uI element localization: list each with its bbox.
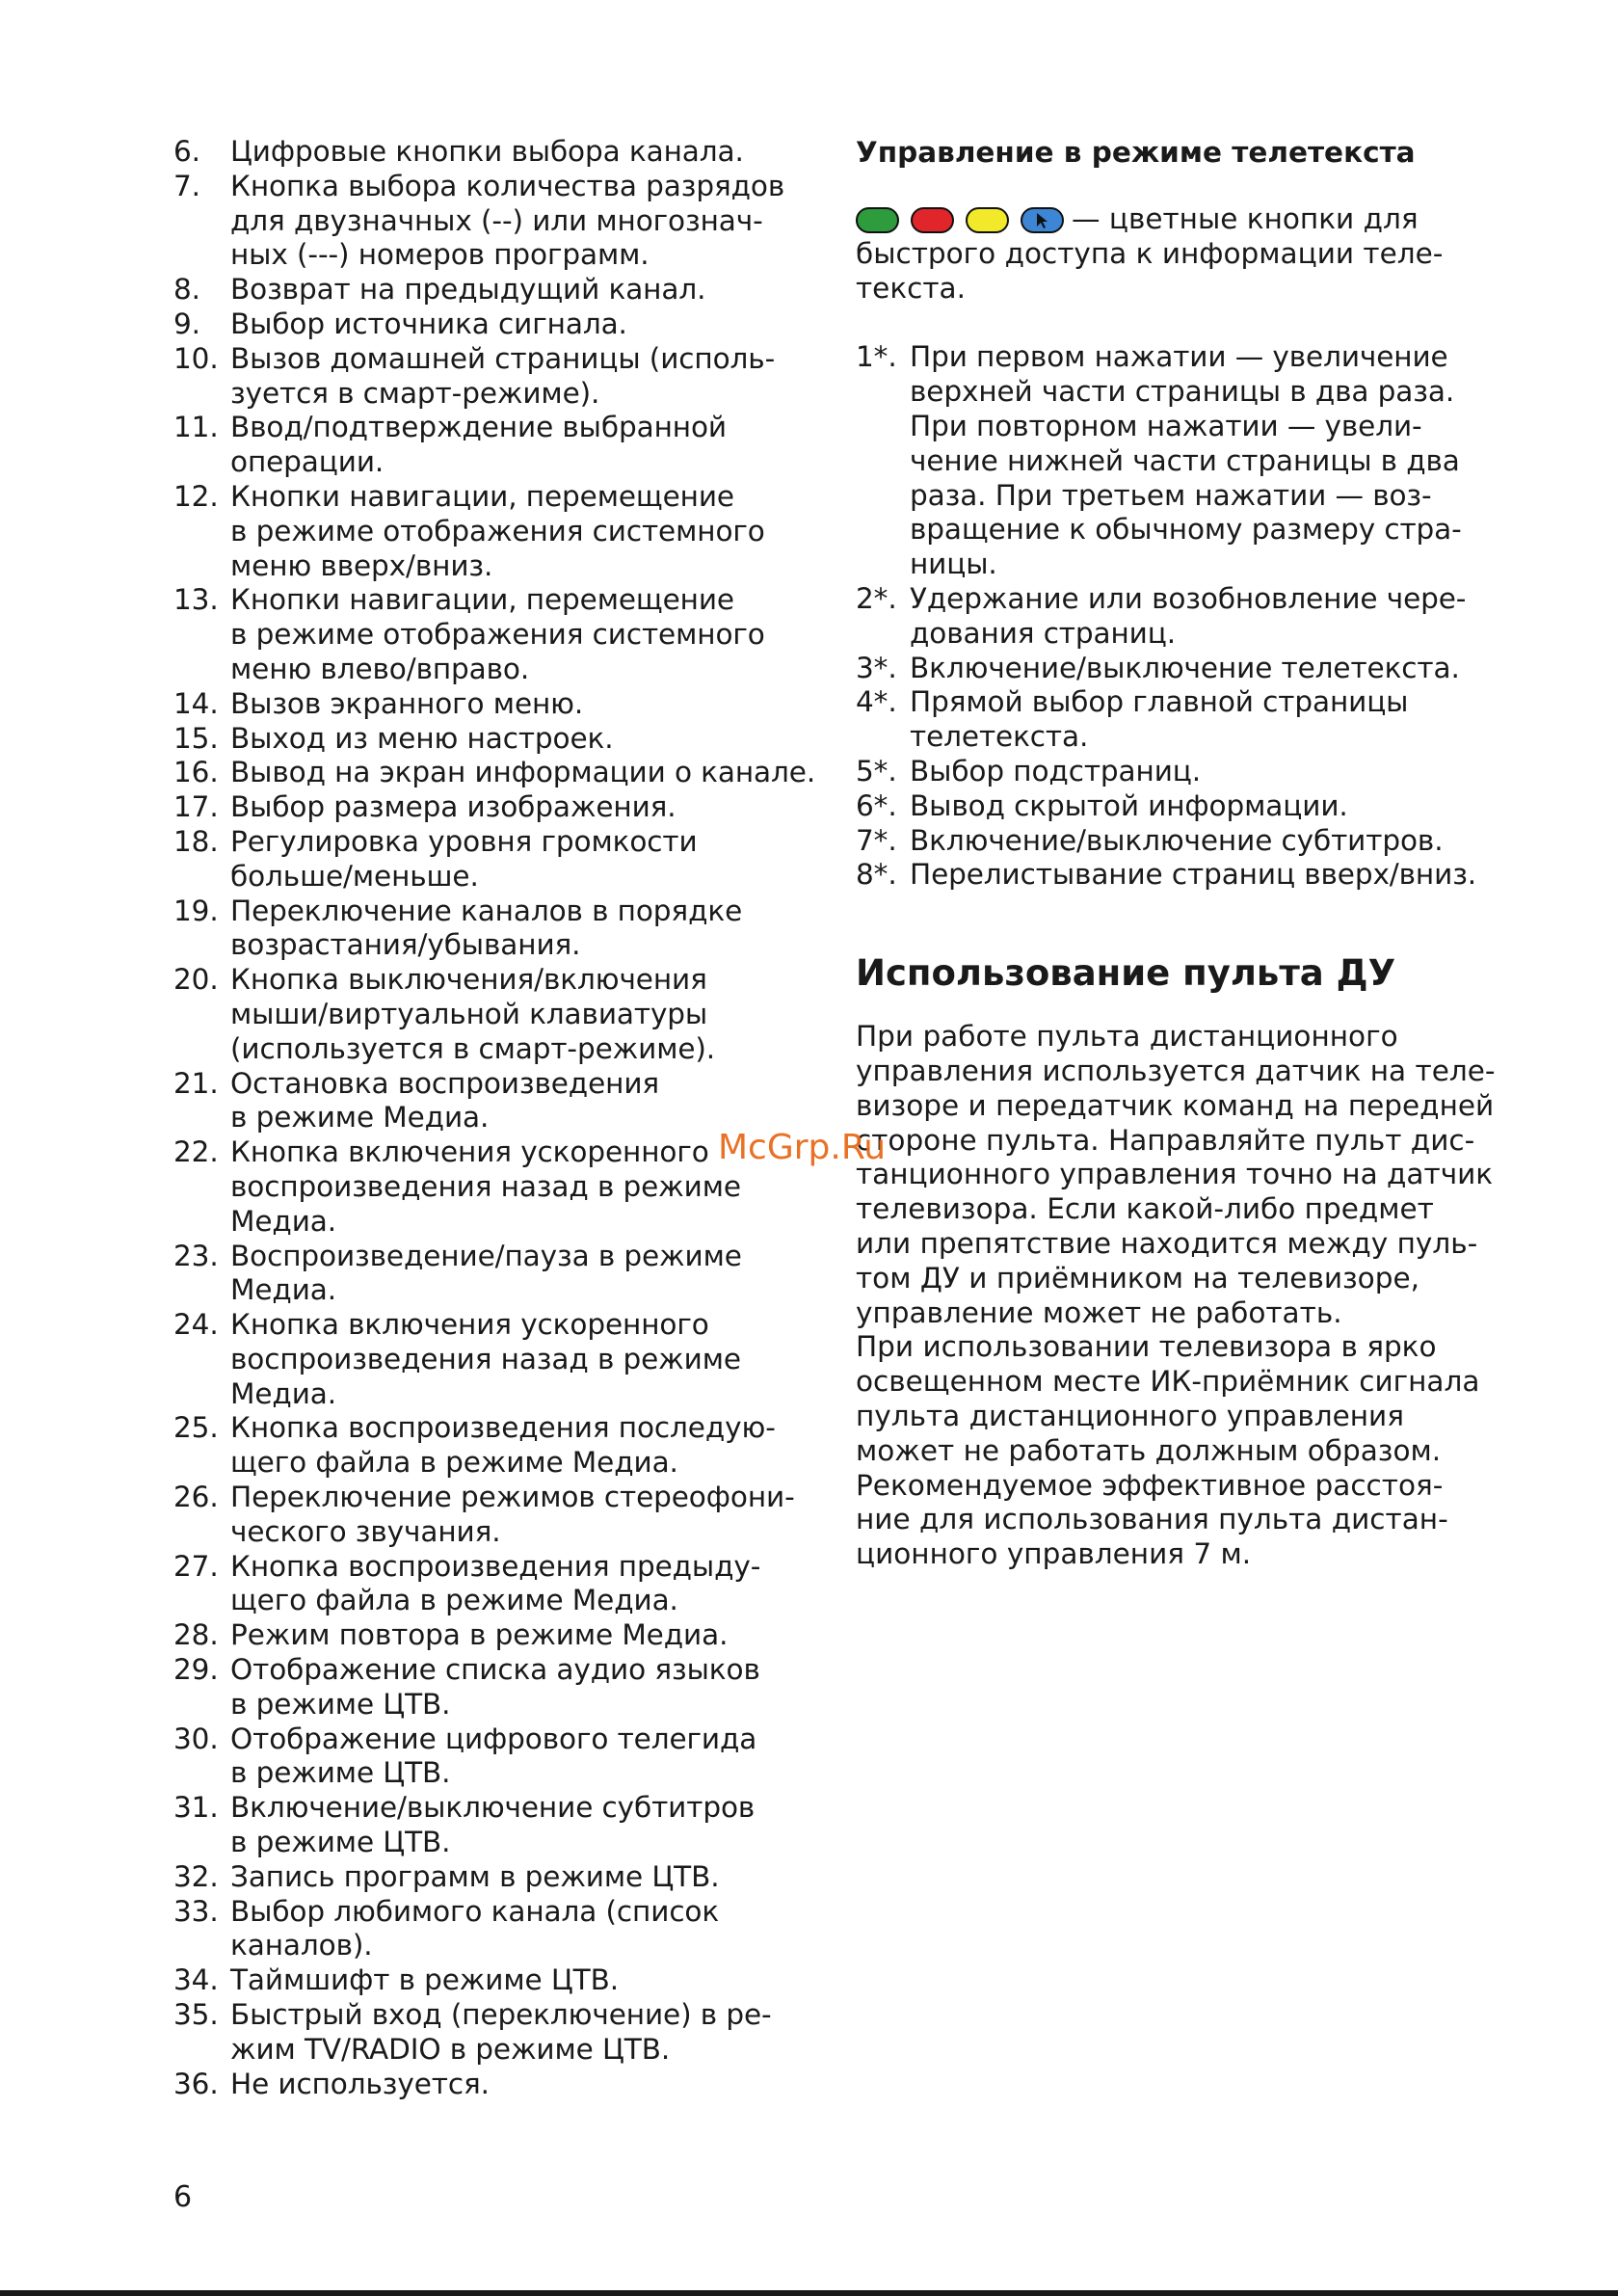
- red-button-icon: [911, 207, 954, 233]
- list-item: [173, 583, 829, 686]
- list-item-number: 2*.: [856, 581, 897, 615]
- teletext-list: [856, 340, 1511, 893]
- list-item-number: 31.: [173, 1791, 219, 1825]
- color-text-line: быстрого доступа к информации теле-: [856, 236, 1444, 270]
- list-item-text: [910, 755, 1511, 789]
- text-line: Прямой выбор главной страницы: [910, 685, 1409, 719]
- list-item-text: [910, 824, 1511, 859]
- text-line: мыши/виртуальной клавиатуры: [230, 997, 708, 1030]
- right-column: [856, 135, 1511, 1572]
- list-item-number: 27.: [173, 1549, 219, 1583]
- list-item-number: 26.: [173, 1481, 219, 1514]
- list-item: [173, 1067, 829, 1136]
- text-line: в режиме Медиа.: [230, 1101, 490, 1135]
- list-item-number: 4*.: [856, 685, 897, 719]
- text-line: танционного управления точно на датчик: [856, 1158, 1494, 1191]
- list-item: [173, 342, 829, 412]
- text-line: При работе пульта дистанционного: [856, 1020, 1398, 1054]
- list-item-number: 16.: [173, 756, 219, 789]
- text-line: раза. При третьем нажатии — воз-: [910, 478, 1432, 512]
- list-item: [173, 135, 829, 170]
- text-line: Остановка воспроизведения: [230, 1066, 660, 1100]
- list-item-text: [230, 583, 829, 686]
- list-item-number: 19.: [173, 894, 219, 927]
- list-item-number: 15.: [173, 721, 219, 755]
- text-line: Кнопки навигации, перемещение: [230, 583, 734, 617]
- list-item-number: 32.: [173, 1859, 219, 1893]
- text-line: Вызов домашней страницы (исполь-: [230, 341, 776, 375]
- list-item-number: 3*.: [856, 651, 897, 684]
- text-line: Возврат на предыдущий канал.: [230, 273, 706, 307]
- list-item-number: 8*.: [856, 858, 897, 892]
- text-line: операции.: [230, 445, 385, 479]
- list-item-text: [230, 1791, 829, 1860]
- list-item-number: 36.: [173, 2067, 219, 2100]
- list-item-number: 18.: [173, 824, 219, 858]
- text-line: телевизора. Если какой-либо предмет: [856, 1192, 1434, 1226]
- list-item-number: 33.: [173, 1894, 219, 1928]
- color-buttons: [856, 207, 1064, 233]
- text-line: Кнопка воспроизведения последую-: [230, 1411, 776, 1445]
- text-line: Быстрый вход (переключение) в ре-: [230, 1998, 772, 2032]
- list-item-number: 13.: [173, 583, 219, 617]
- text-line: возрастания/убывания.: [230, 928, 581, 962]
- list-item-number: 20.: [173, 963, 219, 997]
- text-line: больше/меньше.: [230, 859, 479, 893]
- text-line: стороне пульта. Направляйте пульт дис-: [856, 1123, 1475, 1157]
- text-line: в режиме отображения системного: [230, 618, 765, 652]
- list-item-number: 9.: [173, 307, 200, 340]
- list-item: [856, 685, 1511, 755]
- text-line: Не используется.: [230, 2067, 490, 2100]
- text-line: том ДУ и приёмником на телевизоре,: [856, 1261, 1419, 1295]
- list-item-text: [230, 1722, 829, 1792]
- list-item: [856, 824, 1511, 859]
- text-line: в режиме отображения системного: [230, 514, 765, 547]
- list-item-text: [230, 135, 829, 170]
- list-item-number: 8.: [173, 273, 200, 307]
- text-line: для двузначных (--) или многознач-: [230, 203, 763, 237]
- list-item: [173, 825, 829, 894]
- list-item-number: 29.: [173, 1653, 219, 1687]
- text-line: Медиа.: [230, 1273, 337, 1307]
- list-item-text: [230, 1550, 829, 1619]
- text-line: При первом нажатии — увеличение: [910, 340, 1448, 374]
- list-item-number: 10.: [173, 341, 219, 375]
- list-item: [173, 756, 829, 790]
- list-item-text: [230, 1963, 829, 1998]
- remote-heading: Использование пульта ДУ: [856, 952, 1396, 995]
- yellow-button-icon: [966, 207, 1009, 233]
- text-line: Режим повтора в режиме Медиа.: [230, 1618, 729, 1652]
- green-button-icon: [856, 207, 899, 233]
- text-line: Ввод/подтверждение выбранной: [230, 411, 727, 444]
- text-line: Рекомендуемое эффективное расстоя-: [856, 1468, 1444, 1502]
- list-item: [173, 1791, 829, 1860]
- text-line: в режиме ЦТВ.: [230, 1756, 451, 1790]
- text-line: вращение к обычному размеру стра-: [910, 513, 1462, 547]
- list-item-number: 12.: [173, 479, 219, 513]
- list-item-text: [230, 1067, 829, 1136]
- list-item: [856, 755, 1511, 789]
- list-item-text: [910, 789, 1511, 824]
- list-item-text: [230, 1411, 829, 1481]
- teletext-heading: Управление в режиме телетекста: [856, 136, 1416, 169]
- color-buttons-paragraph: [856, 202, 1511, 306]
- list-item-number: 21.: [173, 1066, 219, 1100]
- list-item-number: 28.: [173, 1618, 219, 1652]
- list-item-text: [230, 1895, 829, 1964]
- color-text-line: текста.: [856, 271, 967, 305]
- list-item: [173, 170, 829, 273]
- list-item: [173, 1722, 829, 1792]
- cursor-icon: [1036, 212, 1049, 229]
- text-line: Запись программ в режиме ЦТВ.: [230, 1859, 720, 1893]
- list-item-text: [910, 685, 1511, 755]
- list-item: [173, 1411, 829, 1481]
- text-line: Отображение списка аудио языков: [230, 1653, 760, 1687]
- list-item: [173, 1653, 829, 1722]
- list-item-text: [230, 825, 829, 894]
- list-item-number: 22.: [173, 1135, 219, 1169]
- text-line: Цифровые кнопки выбора канала.: [230, 135, 744, 168]
- color-text-line: — цветные кнопки для: [1072, 202, 1419, 235]
- text-line: телетекста.: [910, 720, 1089, 754]
- text-line: Кнопка выключения/включения: [230, 963, 707, 997]
- list-item-text: [230, 342, 829, 412]
- list-item: [173, 894, 829, 964]
- text-line: ционного управления 7 м.: [856, 1537, 1252, 1571]
- text-line: жим TV/RADIO в режиме ЦТВ.: [230, 2032, 671, 2066]
- left-list: [173, 135, 829, 2101]
- text-line: При использовании телевизора в ярко: [856, 1330, 1437, 1364]
- list-item: [856, 340, 1511, 582]
- text-line: ние для использования пульта дистан-: [856, 1503, 1448, 1536]
- list-item-text: [230, 2068, 829, 2102]
- text-line: Перелистывание страниц вверх/вниз.: [910, 858, 1477, 892]
- text-line: Включение/выключение субтитров.: [910, 823, 1444, 857]
- list-item: [173, 1240, 829, 1309]
- bottom-rule: [0, 2290, 1618, 2296]
- text-line: Кнопка включения ускоренного: [230, 1135, 709, 1169]
- list-item: [173, 307, 829, 342]
- list-item: [856, 652, 1511, 686]
- list-item-text: [230, 722, 829, 757]
- page-number: 6: [173, 2180, 193, 2214]
- list-item: [173, 687, 829, 722]
- text-line: Выбор любимого канала (список: [230, 1894, 720, 1928]
- text-line: каналов).: [230, 1929, 373, 1962]
- text-line: Включение/выключение субтитров: [230, 1791, 756, 1825]
- text-line: Регулировка уровня громкости: [230, 824, 698, 858]
- text-line: Переключение каналов в порядке: [230, 894, 743, 927]
- text-line: управление может не работать.: [856, 1295, 1342, 1329]
- text-line: Вызов экранного меню.: [230, 686, 584, 720]
- text-line: Воспроизведение/пауза в режиме: [230, 1239, 742, 1272]
- text-line: в режиме ЦТВ.: [230, 1687, 451, 1721]
- list-item-text: [910, 582, 1511, 652]
- text-line: в режиме ЦТВ.: [230, 1826, 451, 1859]
- text-line: верхней части страницы в два раза.: [910, 375, 1455, 409]
- list-item-text: [230, 756, 829, 790]
- text-line: Включение/выключение телетекста.: [910, 651, 1460, 684]
- text-line: освещенном месте ИК-приёмник сигнала: [856, 1365, 1480, 1399]
- list-item-text: [910, 340, 1511, 582]
- list-item-number: 6.: [173, 135, 200, 168]
- list-item-number: 23.: [173, 1239, 219, 1272]
- text-line: меню влево/вправо.: [230, 652, 530, 685]
- list-item: [173, 1618, 829, 1653]
- text-line: управления используется датчик на теле-: [856, 1054, 1496, 1087]
- text-line: Выход из меню настроек.: [230, 721, 614, 755]
- list-item-text: [230, 170, 829, 273]
- text-line: Кнопка воспроизведения предыду-: [230, 1549, 761, 1583]
- list-item-text: [230, 1308, 829, 1411]
- text-line: (используется в смарт-режиме).: [230, 1031, 716, 1065]
- remote-paragraph: [856, 1020, 1511, 1572]
- text-line: Кнопка включения ускоренного: [230, 1308, 709, 1342]
- text-line: Отображение цифрового телегида: [230, 1722, 757, 1755]
- list-item-text: [230, 790, 829, 825]
- list-item-number: 1*.: [856, 340, 897, 374]
- list-item: [173, 963, 829, 1066]
- list-item: [173, 2068, 829, 2102]
- text-line: визоре и передатчик команд на передней: [856, 1088, 1495, 1122]
- text-line: воспроизведения назад в режиме: [230, 1342, 741, 1375]
- list-item: [173, 1963, 829, 1998]
- list-item: [173, 1550, 829, 1619]
- list-item-number: 14.: [173, 686, 219, 720]
- list-item-text: [910, 858, 1511, 893]
- list-item: [173, 480, 829, 583]
- text-line: Вывод на экран информации о канале.: [230, 756, 816, 789]
- watermark: McGrp.Ru: [718, 1128, 887, 1167]
- text-line: меню вверх/вниз.: [230, 548, 493, 582]
- list-item: [173, 1998, 829, 2068]
- list-item-text: [230, 1998, 829, 2068]
- list-item-text: [230, 1481, 829, 1550]
- list-item-text: [230, 1618, 829, 1653]
- text-line: Медиа.: [230, 1204, 337, 1238]
- list-item-text: [230, 1240, 829, 1309]
- list-item-number: 25.: [173, 1411, 219, 1445]
- text-line: Кнопки навигации, перемещение: [230, 479, 734, 513]
- text-line: дования страниц.: [910, 616, 1177, 650]
- list-item-number: 17.: [173, 790, 219, 824]
- list-item-text: [230, 894, 829, 964]
- list-item: [173, 1860, 829, 1895]
- text-line: Кнопка выбора количества разрядов: [230, 169, 785, 202]
- list-item: [856, 858, 1511, 893]
- text-line: щего файла в режиме Медиа.: [230, 1584, 678, 1617]
- list-item-number: 5*.: [856, 754, 897, 788]
- list-item-number: 11.: [173, 411, 219, 444]
- list-item-number: 35.: [173, 1998, 219, 2032]
- list-item: [173, 790, 829, 825]
- text-line: ницы.: [910, 547, 997, 581]
- list-item-text: [230, 963, 829, 1066]
- text-line: Переключение режимов стереофони-: [230, 1481, 795, 1514]
- text-line: Выбор подстраниц.: [910, 754, 1202, 788]
- text-line: или препятствие находится между пуль-: [856, 1226, 1478, 1260]
- text-line: ческого звучания.: [230, 1514, 501, 1548]
- text-line: Вывод скрытой информации.: [910, 788, 1348, 822]
- list-item: [173, 273, 829, 307]
- blue-button-icon: [1021, 207, 1064, 233]
- list-item-text: [230, 273, 829, 307]
- list-item: [173, 722, 829, 757]
- list-item: [173, 1481, 829, 1550]
- list-item: [173, 1895, 829, 1964]
- list-item: [856, 789, 1511, 824]
- text-line: воспроизведения назад в режиме: [230, 1169, 741, 1203]
- text-line: Медиа.: [230, 1376, 337, 1410]
- list-item: [856, 582, 1511, 652]
- list-item-number: 7*.: [856, 823, 897, 857]
- text-line: Удержание или возобновление чере-: [910, 581, 1467, 615]
- text-line: Таймшифт в режиме ЦТВ.: [230, 1963, 619, 1997]
- text-line: Выбор размера изображения.: [230, 790, 676, 824]
- list-item-number: 7.: [173, 169, 200, 202]
- list-item-text: [230, 687, 829, 722]
- text-line: щего файла в режиме Медиа.: [230, 1446, 678, 1480]
- text-line: ных (---) номеров программ.: [230, 238, 650, 272]
- text-line: зуется в смарт-режиме).: [230, 376, 600, 410]
- list-item: [173, 1308, 829, 1411]
- list-item-text: [910, 652, 1511, 686]
- text-line: чение нижней части страницы в два: [910, 443, 1460, 477]
- list-item-text: [230, 480, 829, 583]
- list-item: [173, 411, 829, 480]
- list-item-number: 34.: [173, 1963, 219, 1997]
- text-line: При повторном нажатии — увели-: [910, 409, 1422, 442]
- list-item-text: [230, 307, 829, 342]
- list-item-number: 6*.: [856, 788, 897, 822]
- list-item-number: 24.: [173, 1308, 219, 1342]
- list-item-text: [230, 1860, 829, 1895]
- text-line: Выбор источника сигнала.: [230, 307, 627, 340]
- list-item-number: 30.: [173, 1722, 219, 1755]
- text-line: может не работать должным образом.: [856, 1433, 1442, 1467]
- text-line: пульта дистанционного управления: [856, 1399, 1404, 1432]
- list-item-text: [230, 1653, 829, 1722]
- list-item-text: [230, 411, 829, 480]
